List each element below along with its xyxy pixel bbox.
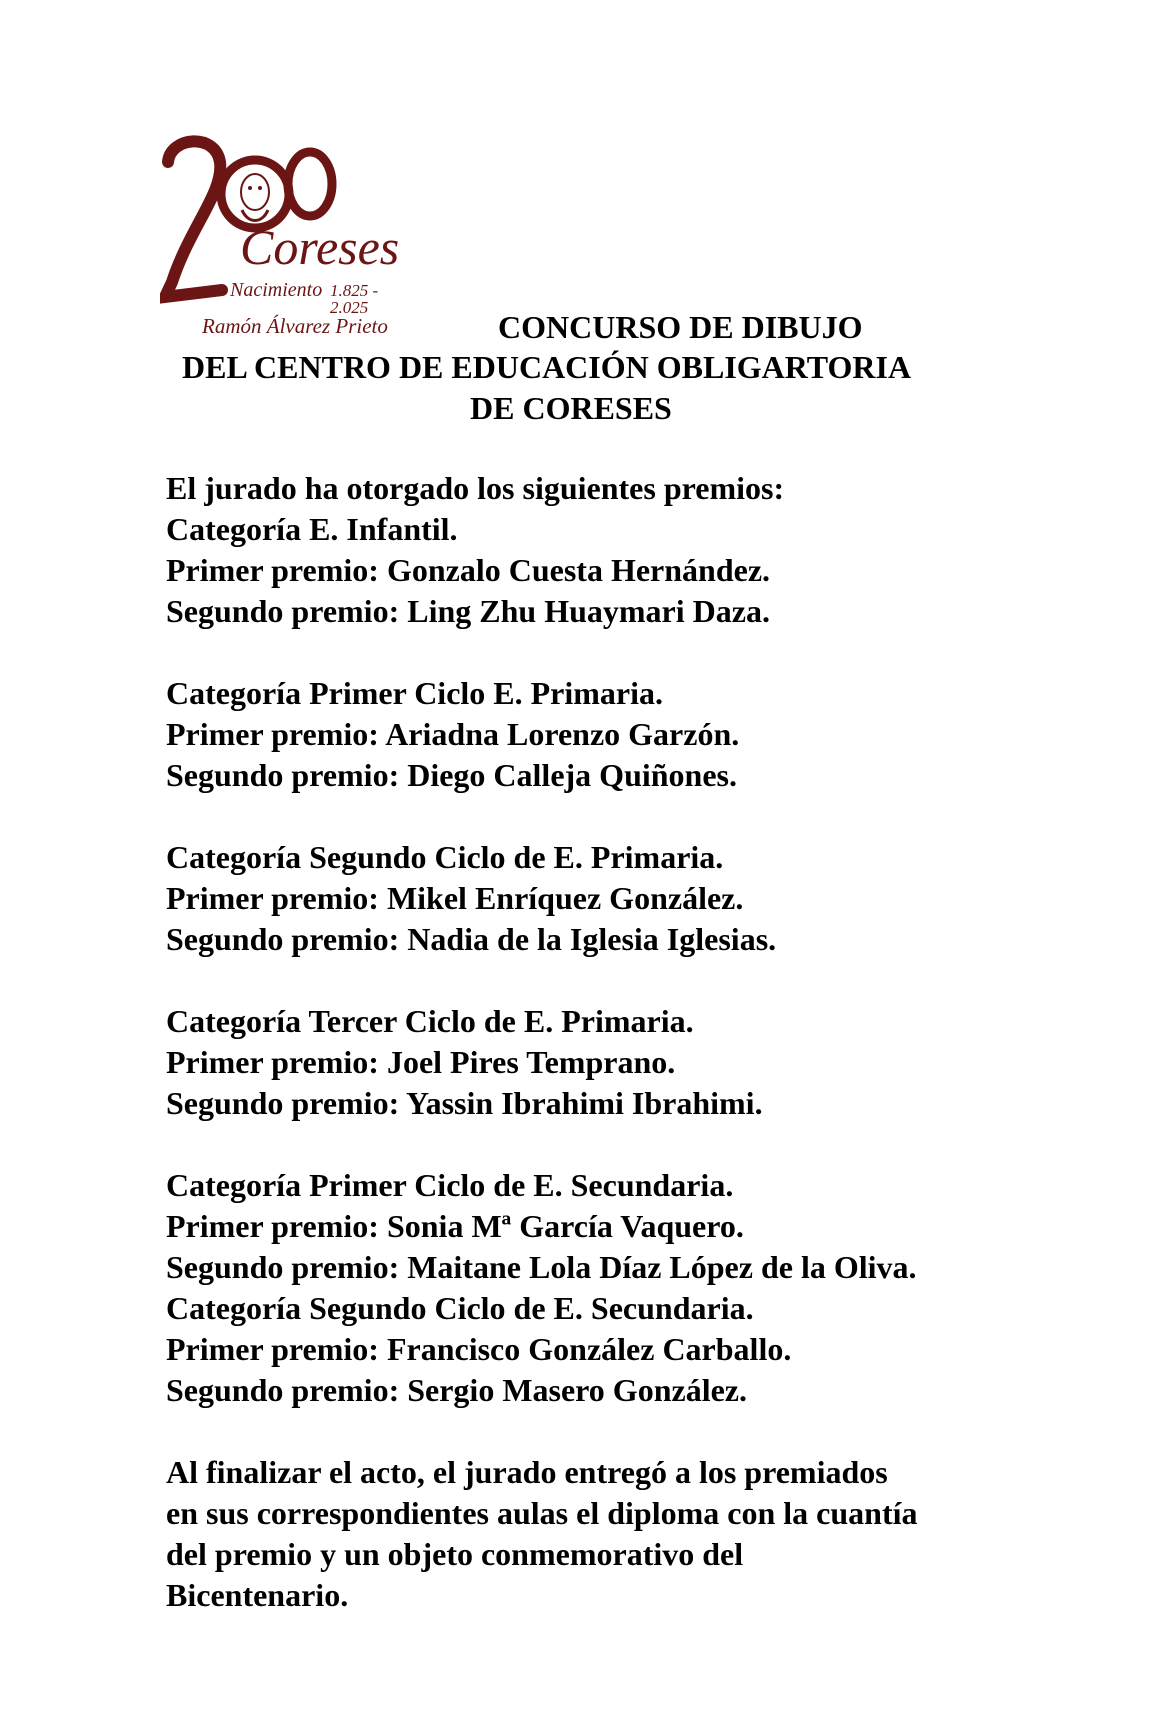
logo-town-name: Coreses xyxy=(240,219,400,275)
second-prize: Segundo premio: Sergio Masero González. xyxy=(166,1372,747,1408)
logo-person-name: Ramón Álvarez Prieto xyxy=(202,314,388,338)
category-name: Categoría Primer Ciclo E. Primaria. xyxy=(166,675,664,711)
first-prize: Primer premio: Francisco González Carballo. xyxy=(166,1331,792,1367)
category-name: Categoría Segundo Ciclo de E. Primaria. xyxy=(166,839,724,875)
closing-line-3: del premio y un objeto conmemorativo del xyxy=(166,1536,744,1572)
logo-subtitle: Nacimiento xyxy=(230,279,323,301)
second-prize: Segundo premio: Diego Calleja Quiñones. xyxy=(166,757,737,793)
category-name: Categoría Segundo Ciclo de E. Secundaria. xyxy=(166,1290,754,1326)
first-prize: Primer premio: Sonia Mª García Vaquero. xyxy=(166,1208,744,1244)
title-line-3: DE CORESES xyxy=(470,390,672,426)
first-prize: Primer premio: Joel Pires Temprano. xyxy=(166,1044,676,1080)
category-name: Categoría E. Infantil. xyxy=(166,511,458,547)
closing-line-2: en sus correspondientes aulas el diploma con la cuantía xyxy=(166,1495,918,1531)
awards-body xyxy=(166,468,996,1616)
intro-text: El jurado ha otorgado los siguientes premios: xyxy=(166,470,785,506)
second-prize: Segundo premio: Ling Zhu Huaymari Daza. xyxy=(166,593,770,629)
spacer xyxy=(166,632,996,673)
logo-years: 1.825 - 2.025 xyxy=(330,281,379,317)
second-prize: Segundo premio: Yassin Ibrahimi Ibrahimi. xyxy=(166,1085,763,1121)
closing-line-1: Al finalizar el acto, el jurado entregó a los premiados xyxy=(166,1454,888,1490)
first-prize: Primer premio: Mikel Enríquez González. xyxy=(166,880,744,916)
closing-line-4: Bicentenario. xyxy=(166,1577,349,1613)
first-prize: Primer premio: Gonzalo Cuesta Hernández. xyxy=(166,552,771,588)
spacer xyxy=(166,960,996,1001)
second-prize: Segundo premio: Maitane Lola Díaz López de la Oliva. xyxy=(166,1249,917,1285)
category-name: Categoría Primer Ciclo de E. Secundaria. xyxy=(166,1167,734,1203)
title-line-1: CONCURSO DE DIBUJO xyxy=(498,309,863,345)
spacer xyxy=(166,1124,996,1165)
spacer xyxy=(166,796,996,837)
spacer xyxy=(166,1411,996,1452)
title-line-2: DEL CENTRO DE EDUCACIÓN OBLIGARTORIA xyxy=(182,349,912,385)
category-name: Categoría Tercer Ciclo de E. Primaria. xyxy=(166,1003,694,1039)
bicentenary-logo xyxy=(160,132,410,342)
first-prize: Primer premio: Ariadna Lorenzo Garzón. xyxy=(166,716,740,752)
second-prize: Segundo premio: Nadia de la Iglesia Iglesias. xyxy=(166,921,777,957)
